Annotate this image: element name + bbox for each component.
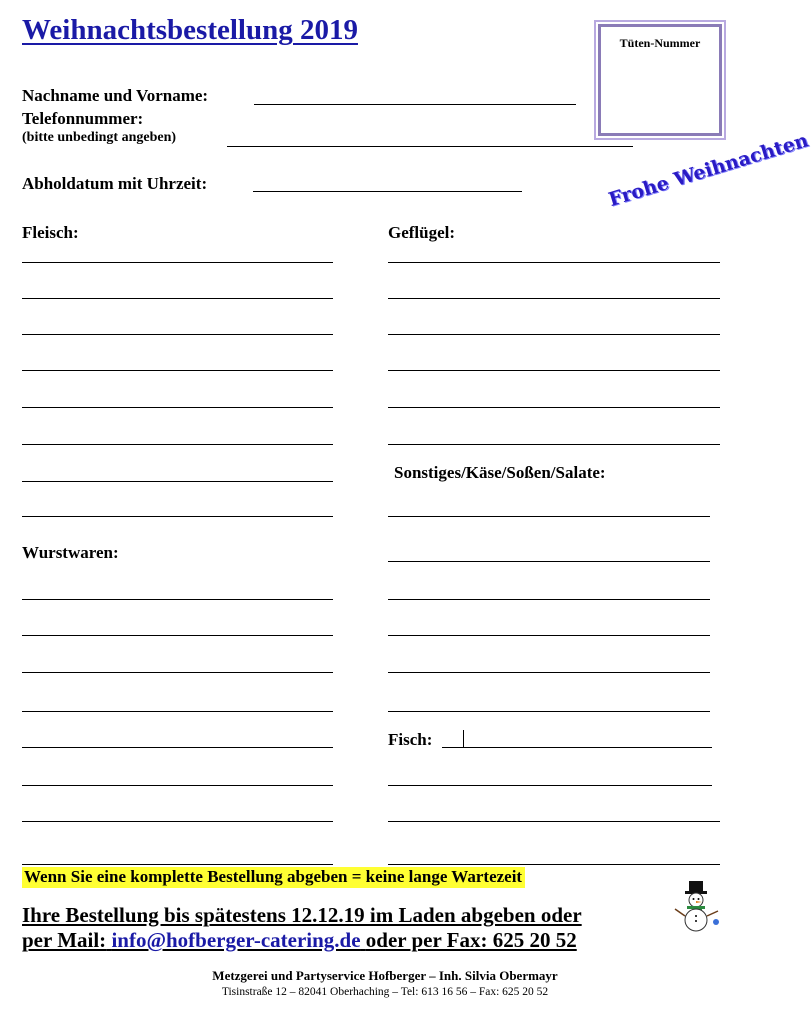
other-line[interactable] xyxy=(388,635,710,636)
meat-line[interactable] xyxy=(22,334,333,335)
meat-line[interactable] xyxy=(22,481,333,482)
sausage-line[interactable] xyxy=(22,672,333,673)
page-title: Weihnachtsbestellung 2019 xyxy=(22,14,358,46)
poultry-line[interactable] xyxy=(388,298,720,299)
deadline-notice xyxy=(22,903,582,953)
deadline-line2 xyxy=(22,928,582,953)
footer-address: Tisinstraße 12 – 82041 Oberhaching – Tel: 613 16 56 – Fax: 625 20 52 xyxy=(221,986,549,998)
sausage-line[interactable] xyxy=(22,635,333,636)
name-field[interactable] xyxy=(254,104,576,105)
other-heading: Sonstiges/Käse/Soßen/Salate: xyxy=(394,463,606,482)
fish-line[interactable] xyxy=(388,864,720,865)
sausage-line[interactable] xyxy=(22,599,333,600)
deadline-line1: Ihre Bestellung bis spätestens 12.12.19 im Laden abgeben oder xyxy=(22,903,582,927)
poultry-line[interactable] xyxy=(388,334,720,335)
pickup-label: Abholdatum mit Uhrzeit: xyxy=(22,174,208,193)
poultry-heading: Geflügel: xyxy=(388,223,456,242)
meat-line[interactable] xyxy=(22,370,333,371)
other-line[interactable] xyxy=(388,672,710,673)
greeting-text: Frohe Weihnachten xyxy=(606,129,811,212)
mail-prefix: per Mail: xyxy=(22,928,107,952)
fish-line[interactable] xyxy=(388,785,712,786)
snowman-icon xyxy=(672,878,722,938)
sausage-line[interactable] xyxy=(22,864,333,865)
pickup-field[interactable] xyxy=(253,191,522,192)
poultry-line[interactable] xyxy=(388,407,720,408)
bag-number-box[interactable] xyxy=(598,24,722,136)
notice-highlight: Wenn Sie eine komplette Bestellung abgeben = keine lange Wartezeit xyxy=(22,867,525,888)
fax-text: oder per Fax: 625 20 52 xyxy=(365,928,577,952)
poultry-line[interactable] xyxy=(388,444,720,445)
poultry-line[interactable] xyxy=(388,262,720,263)
meat-line[interactable] xyxy=(22,444,333,445)
fish-line[interactable] xyxy=(388,821,720,822)
sausage-heading: Wurstwaren: xyxy=(22,543,119,562)
fish-line[interactable] xyxy=(442,747,712,748)
fish-line-divider xyxy=(463,730,464,748)
email-link[interactable]: info@hofberger-catering.de xyxy=(111,928,361,952)
other-line[interactable] xyxy=(388,561,710,562)
other-line[interactable] xyxy=(388,711,710,712)
sausage-line[interactable] xyxy=(22,821,333,822)
meat-heading: Fleisch: xyxy=(22,223,79,242)
bag-number-label: Tüten-Nummer xyxy=(619,36,701,50)
footer-company: Metzgerei und Partyservice Hofberger – Inh. Silvia Obermayr xyxy=(212,968,558,983)
meat-line[interactable] xyxy=(22,516,333,517)
poultry-line[interactable] xyxy=(388,370,720,371)
meat-line[interactable] xyxy=(22,262,333,263)
phone-field[interactable] xyxy=(227,146,633,147)
fish-heading: Fisch: xyxy=(388,730,433,749)
phone-label: Telefonnummer: xyxy=(22,109,144,128)
meat-line[interactable] xyxy=(22,298,333,299)
sausage-line[interactable] xyxy=(22,747,333,748)
sausage-line[interactable] xyxy=(22,785,333,786)
other-line[interactable] xyxy=(388,599,710,600)
sausage-line[interactable] xyxy=(22,711,333,712)
other-line[interactable] xyxy=(388,516,710,517)
phone-note: (bitte unbedingt angeben) xyxy=(22,130,177,145)
name-label: Nachname und Vorname: xyxy=(22,86,209,105)
meat-line[interactable] xyxy=(22,407,333,408)
